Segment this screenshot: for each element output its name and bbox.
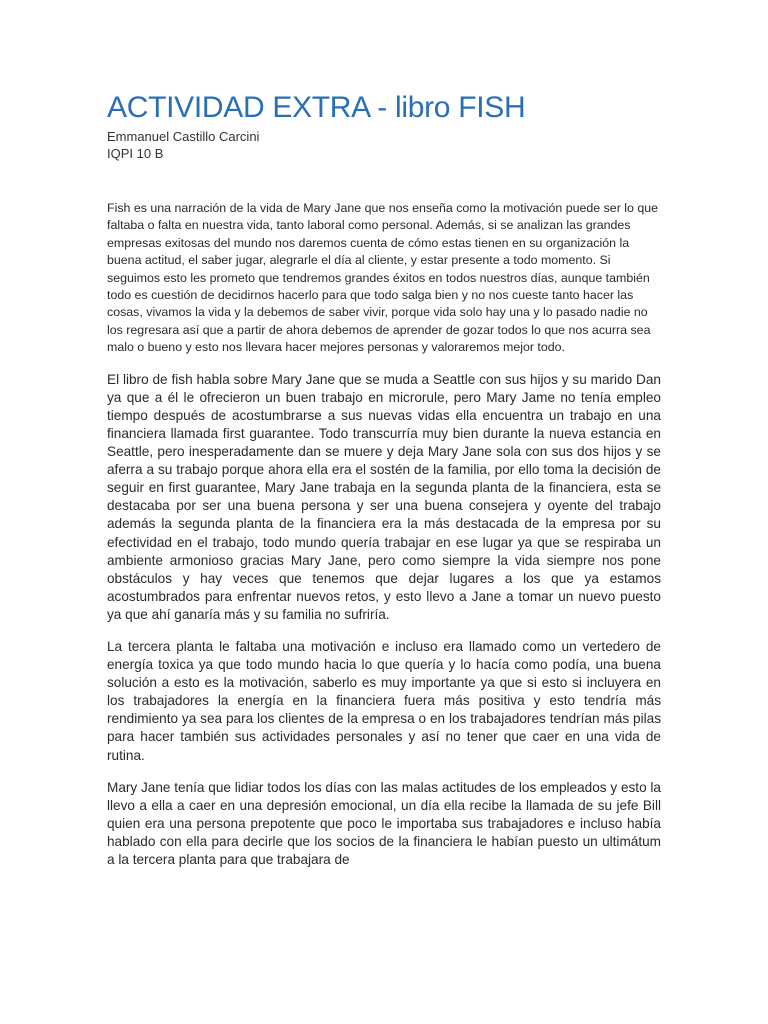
- body-paragraph-1: El libro de fish habla sobre Mary Jane que se muda a Seattle con sus hijos y su marido Dan ya que a él le ofrecieron un buen trabajo en microrule, pero Mary Jame no tenía empleo tiempo después de acostumbrarse a sus nuevas vidas ella encuentra un trabajo en una financiera llamada first guarantee. Todo transcurría muy bien durante la nueva estancia en Seattle, pero inesperadamente dan se muere y deja Mary Jane sola con sus dos hijos y se aferra a su trabajo porque ahora ella era el sostén de la familia, por ello toma la decisión de seguir en first guarantee, Mary Jane trabaja en la segunda planta de la financiera, esta se destacaba por ser una buena persona y ser una buena consejera y oyente del trabajo además la segunda planta de la financiera era la más destacada de la empresa por su efectividad en el trabajo, todo mundo quería trabajar en ese lugar ya que se respiraba un ambiente armonioso gracias Mary Jane, pero como siempre la vida siempre nos pone obstáculos y hay veces que tenemos que dejar lugares a los que ya estamos acostumbrados para enfrentar nuevos retos, y esto llevo a Jane a tomar un nuevo puesto ya que ahí ganaría más y su familia no sufriría.: [107, 371, 661, 622]
- body-paragraph-3: Mary Jane tenía que lidiar todos los días con las malas actitudes de los empleados y esto la llevo a ella a caer en una depresión emocional, un día ella recibe la llamada de su jefe Bill quien era una persona prepotente que poco le importaba sus trabajadores e incluso había hablado con ella para decirle que los socios de la financiera le habían puesto un ultimátum a la tercera planta para que trabajara de: [107, 779, 661, 867]
- group-label: IQPI 10 B: [107, 146, 164, 161]
- document-title: ACTIVIDAD EXTRA - libro FISH: [107, 91, 526, 124]
- body-paragraph-2: La tercera planta le faltaba una motivación e incluso era llamado como un vertedero de energía toxica ya que todo mundo hacia lo que quería y lo hacía como podía, una buena solución a esto es la motivación, saberlo es muy importante ya que si esto si incluyera en los trabajadores la energía en la financiera fuera más positiva y esto tendría más rendimiento ya sea para los clientes de la empresa o en los trabajadores tendrían más pilas para hacer también sus actividades personales y así no tener que caer en una vida de rutina.: [107, 638, 661, 763]
- intro-paragraph: Fish es una narración de la vida de Mary Jane que nos enseña como la motivación puede ser lo que faltaba o falta en nuestra vida, tanto laboral como personal. Además, si se analizan las grandes empresas exitosas del mundo nos daremos cuenta de cómo estas tienen en su organización la buena actitud, el saber jugar, alegrarle el día al cliente, y estar presente a todo momento. Si seguimos esto les prometo que tendremos grandes éxitos en todos nuestros días, aunque también todo es cuestión de decidirnos hacerlo para que todo salga bien y no nos cueste tanto hacer las cosas, vivamos la vida y la debemos de saber vivir, porque vida solo hay una y lo pasado nadie no los regresara así que a partir de ahora debemos de aprender de gozar todos lo que nos acurra sea malo o bueno y esto nos llevara hacer mejores personas y valoraremos mejor todo.: [107, 201, 659, 355]
- document-page: [107, 88, 661, 869]
- author-name: Emmanuel Castillo Carcini: [107, 129, 260, 144]
